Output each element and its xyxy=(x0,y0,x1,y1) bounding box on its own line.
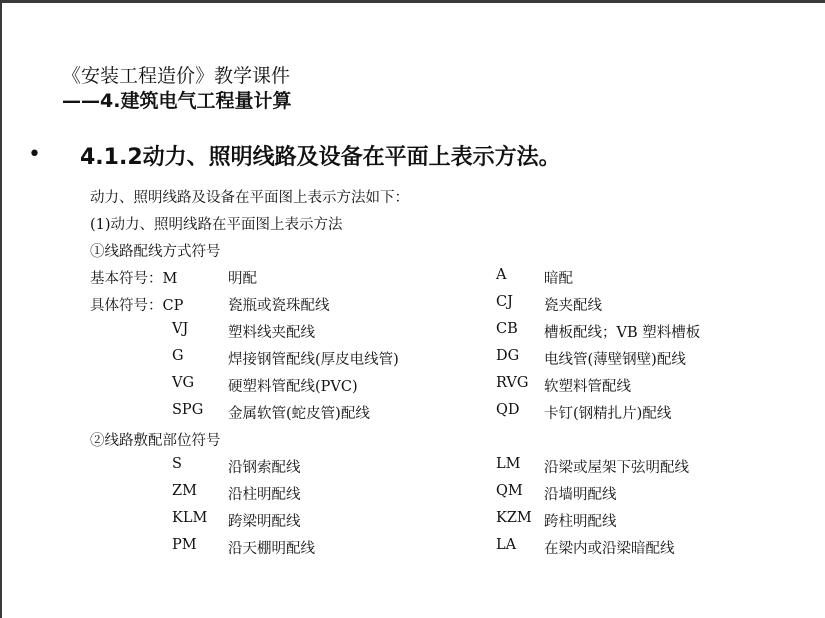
symbol-code: VG xyxy=(172,375,195,391)
symbol-code: CB xyxy=(496,321,518,337)
symbol-desc: 沿钢索配线 xyxy=(228,460,301,476)
table-row xyxy=(90,294,730,318)
chapter-title: ——4.建筑电气工程量计算 xyxy=(62,90,292,112)
subsection1-title: ①线路配线方式符号 xyxy=(90,244,221,260)
symbol-code: G xyxy=(172,348,184,364)
section1-title: (1)动力、照明线路在平面图上表示方法 xyxy=(90,217,343,233)
table-row xyxy=(90,483,730,507)
symbol-code: LA xyxy=(496,537,517,553)
symbol-desc: 焊接钢管配线(厚皮电线管) xyxy=(228,352,399,368)
symbol-desc: 电线管(薄壁钢壁)配线 xyxy=(544,352,686,368)
symbol-desc: 沿天棚明配线 xyxy=(228,541,315,557)
symbol-desc: 沿墙明配线 xyxy=(544,487,617,503)
symbol-code: QM xyxy=(496,483,523,499)
course-title: 《安装工程造价》教学课件 xyxy=(62,65,291,87)
window-top-border xyxy=(0,0,825,3)
symbol-desc: 槽板配线；VB 塑料槽板 xyxy=(544,325,701,341)
section-heading: 4.1.2动力、照明线路及设备在平面上表示方法。 xyxy=(80,145,561,170)
subsection2-title: ②线路敷配部位符号 xyxy=(90,433,221,449)
symbol-code: VJ xyxy=(172,321,189,337)
table-row xyxy=(90,375,730,399)
symbol-code: CJ xyxy=(496,294,513,310)
intro-text: 动力、照明线路及设备在平面图上表示方法如下： xyxy=(90,190,409,206)
symbol-desc: 瓷夹配线 xyxy=(544,298,602,314)
table-row xyxy=(90,402,730,426)
symbol-code: A xyxy=(496,267,507,283)
symbol-code: LM xyxy=(496,456,521,472)
symbol-code: DG xyxy=(496,348,520,364)
symbol-desc: 暗配 xyxy=(544,271,573,287)
symbol-code: S xyxy=(172,456,182,472)
table-row xyxy=(90,537,730,561)
symbol-desc: 沿梁或屋架下弦明配线 xyxy=(544,460,689,476)
symbol-desc: 跨柱明配线 xyxy=(544,514,617,530)
slide-header xyxy=(62,64,291,114)
symbol-desc: 塑料线夹配线 xyxy=(228,325,315,341)
symbol-code: SPG xyxy=(172,402,204,418)
table-row xyxy=(90,321,730,345)
symbol-desc: 跨梁明配线 xyxy=(228,514,301,530)
symbol-desc: 金属软管(蛇皮管)配线 xyxy=(228,406,370,422)
table-row xyxy=(90,267,730,291)
symbol-desc: 瓷瓶或瓷珠配线 xyxy=(228,298,330,314)
symbol-desc: 卡钉(钢精扎片)配线 xyxy=(544,406,672,422)
symbol-code: ZM xyxy=(172,483,197,499)
specific-symbol-label: 具体符号：CP xyxy=(90,298,184,314)
symbol-desc: 明配 xyxy=(228,271,257,287)
symbol-code: KZM xyxy=(496,510,532,526)
symbol-code: PM xyxy=(172,537,197,553)
bullet-icon: • xyxy=(28,142,41,167)
window-left-border xyxy=(0,0,2,618)
symbol-code: RVG xyxy=(496,375,529,391)
symbol-code: KLM xyxy=(172,510,208,526)
symbol-desc: 在梁内或沿梁暗配线 xyxy=(544,541,675,557)
symbol-desc: 软塑料管配线 xyxy=(544,379,631,395)
table-row xyxy=(90,456,730,480)
symbol-desc: 沿柱明配线 xyxy=(228,487,301,503)
table-row xyxy=(90,348,730,372)
table-row xyxy=(90,510,730,534)
symbol-desc: 硬塑料管配线(PVC) xyxy=(228,379,358,395)
symbol-code: QD xyxy=(496,402,520,418)
basic-symbol-label: 基本符号：M xyxy=(90,271,178,287)
